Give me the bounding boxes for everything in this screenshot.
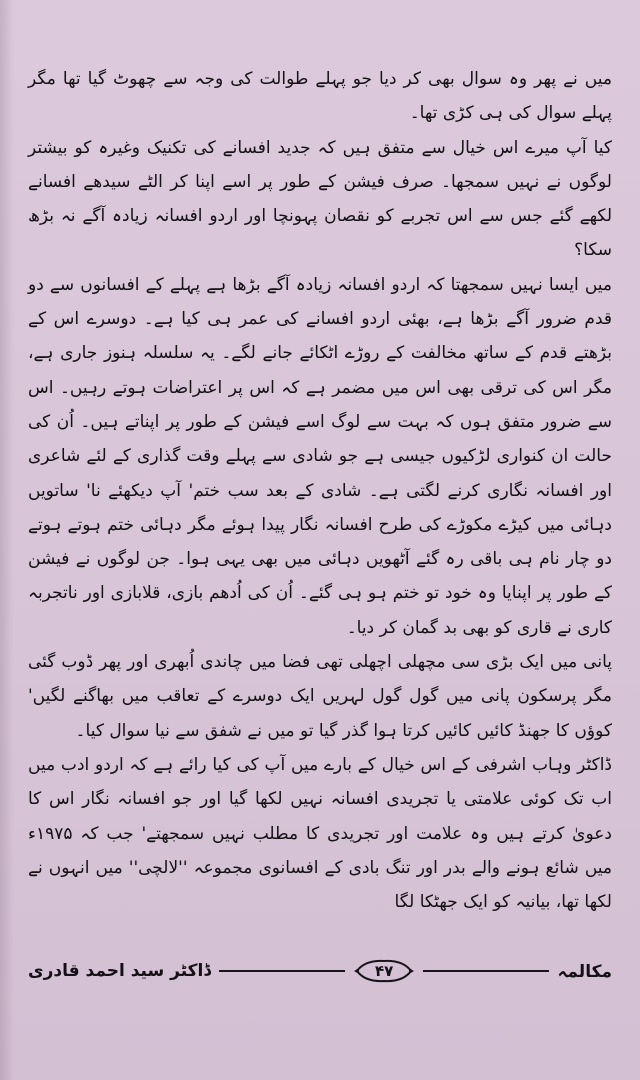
paragraph-1: میں نے پھر وہ سوال بھی کر دیا جو پہلے طوالت کی وجہ سے چھوٹ گیا تھا مگر پہلے سوال کی ہی کڑی تھا۔: [28, 69, 612, 124]
page-number-badge: [353, 958, 415, 984]
page-number: ۴۷: [375, 962, 394, 980]
footer-journal-title: مکالمہ: [557, 961, 612, 982]
paragraph-4: پانی میں ایک بڑی سی مچھلی اچھلی تھی فضا میں چاندی اُبھری اور پھر ڈوب گئی مگر پرسکون پانی میں گول گول لہریں ایک دوسرے کے تعاقب میں بھاگنے لگیں' کوؤں کا جھنڈ کائیں کائیں کرتا ہوا گذر گیا تو میں نے شفق سے نیا سوال کیا۔: [28, 652, 612, 741]
page-gutter-shadow: [0, 0, 14, 1080]
footer-rule-left: [219, 970, 345, 972]
paragraph-5: ڈاکٹر وہاب اشرفی کے اس خیال کے بارے میں آپ کی کیا رائے ہے کہ اردو ادب میں اب تک کوئی علامتی یا تجریدی افسانہ نہیں لکھا گیا اور جو افسانہ نگار اس کا دعویٰ کرتے ہیں وہ علامت اور تجریدی کا مطلب نہیں سمجھتے' جب کہ ۱۹۷۵ء میں شائع ہونے والے بدر اور تنگ بادی کے افسانوی مجموعہ ''لالچی'' میں انہوں نے لکھا تھا، بیانیہ کو ایک جھٹکا لگا: [28, 754, 612, 913]
body-text: [28, 62, 612, 919]
paragraph-2: کیا آپ میرے اس خیال سے متفق ہیں کہ جدید افسانے کی تکنیک وغیرہ کو بیشتر لوگوں نے نہیں سمجھا۔ صرف فیشن کے طور پر اسے اپنا کر الٹے سیدھے افسانے لکھے گئے جس سے اس تجربے کو نقصان پہونچا اور اردو افسانہ زیادہ آگے نہ بڑھ سکا؟: [28, 137, 612, 261]
paragraph-3: میں ایسا نہیں سمجھتا کہ اردو افسانہ زیادہ آگے بڑھا ہے پہلے کے افسانوں سے دو قدم ضرور آگے بڑھا ہے، بھئی اردو افسانے کی عمر ہی کیا ہے۔ دوسرے اس کے بڑھتے قدم کے ساتھ مخالفت کے روڑے اٹکائے جانے لگے۔ یہ سلسلہ ہنوز جاری ہے، مگر اس کی ترقی بھی اس میں مضمر ہے کہ اس پر اعتراضات ہوتے رہیں۔ اس سے ضرور متفق ہوں کہ بہت سے لوگ اسے فیشن کے طور پر اپناتے ہیں۔ اُن کی حالت ان کنواری لڑکیوں جیسی ہے جو شادی سے پہلے وقت گذاری کے لئے شاعری اور افسانہ نگاری کرنے لگتی ہے۔ شادی کے بعد سب ختم' آپ دیکھئے نا' ساتویں دہائی میں کیڑے مکوڑے کی طرح افسانہ نگار پیدا ہوئے مگر دہائی ختم ہوتے ہوتے دو چار نام ہی باقی رہ گئے آٹھویں دہائی میں بھی یہی ہوا۔ جن لوگوں نے فیشن کے طور پر اپنایا وہ خود تو ختم ہو ہی گئے۔ اُن کی اُدھم بازی، قلابازی اور ناتجربہ کاری نے قاری کو بھی بد گمان کر دیا۔: [28, 274, 612, 638]
footer-author: ڈاکٹر سید احمد قادری: [27, 961, 211, 981]
page-footer: [28, 954, 612, 988]
footer-rule-right: [423, 970, 549, 972]
